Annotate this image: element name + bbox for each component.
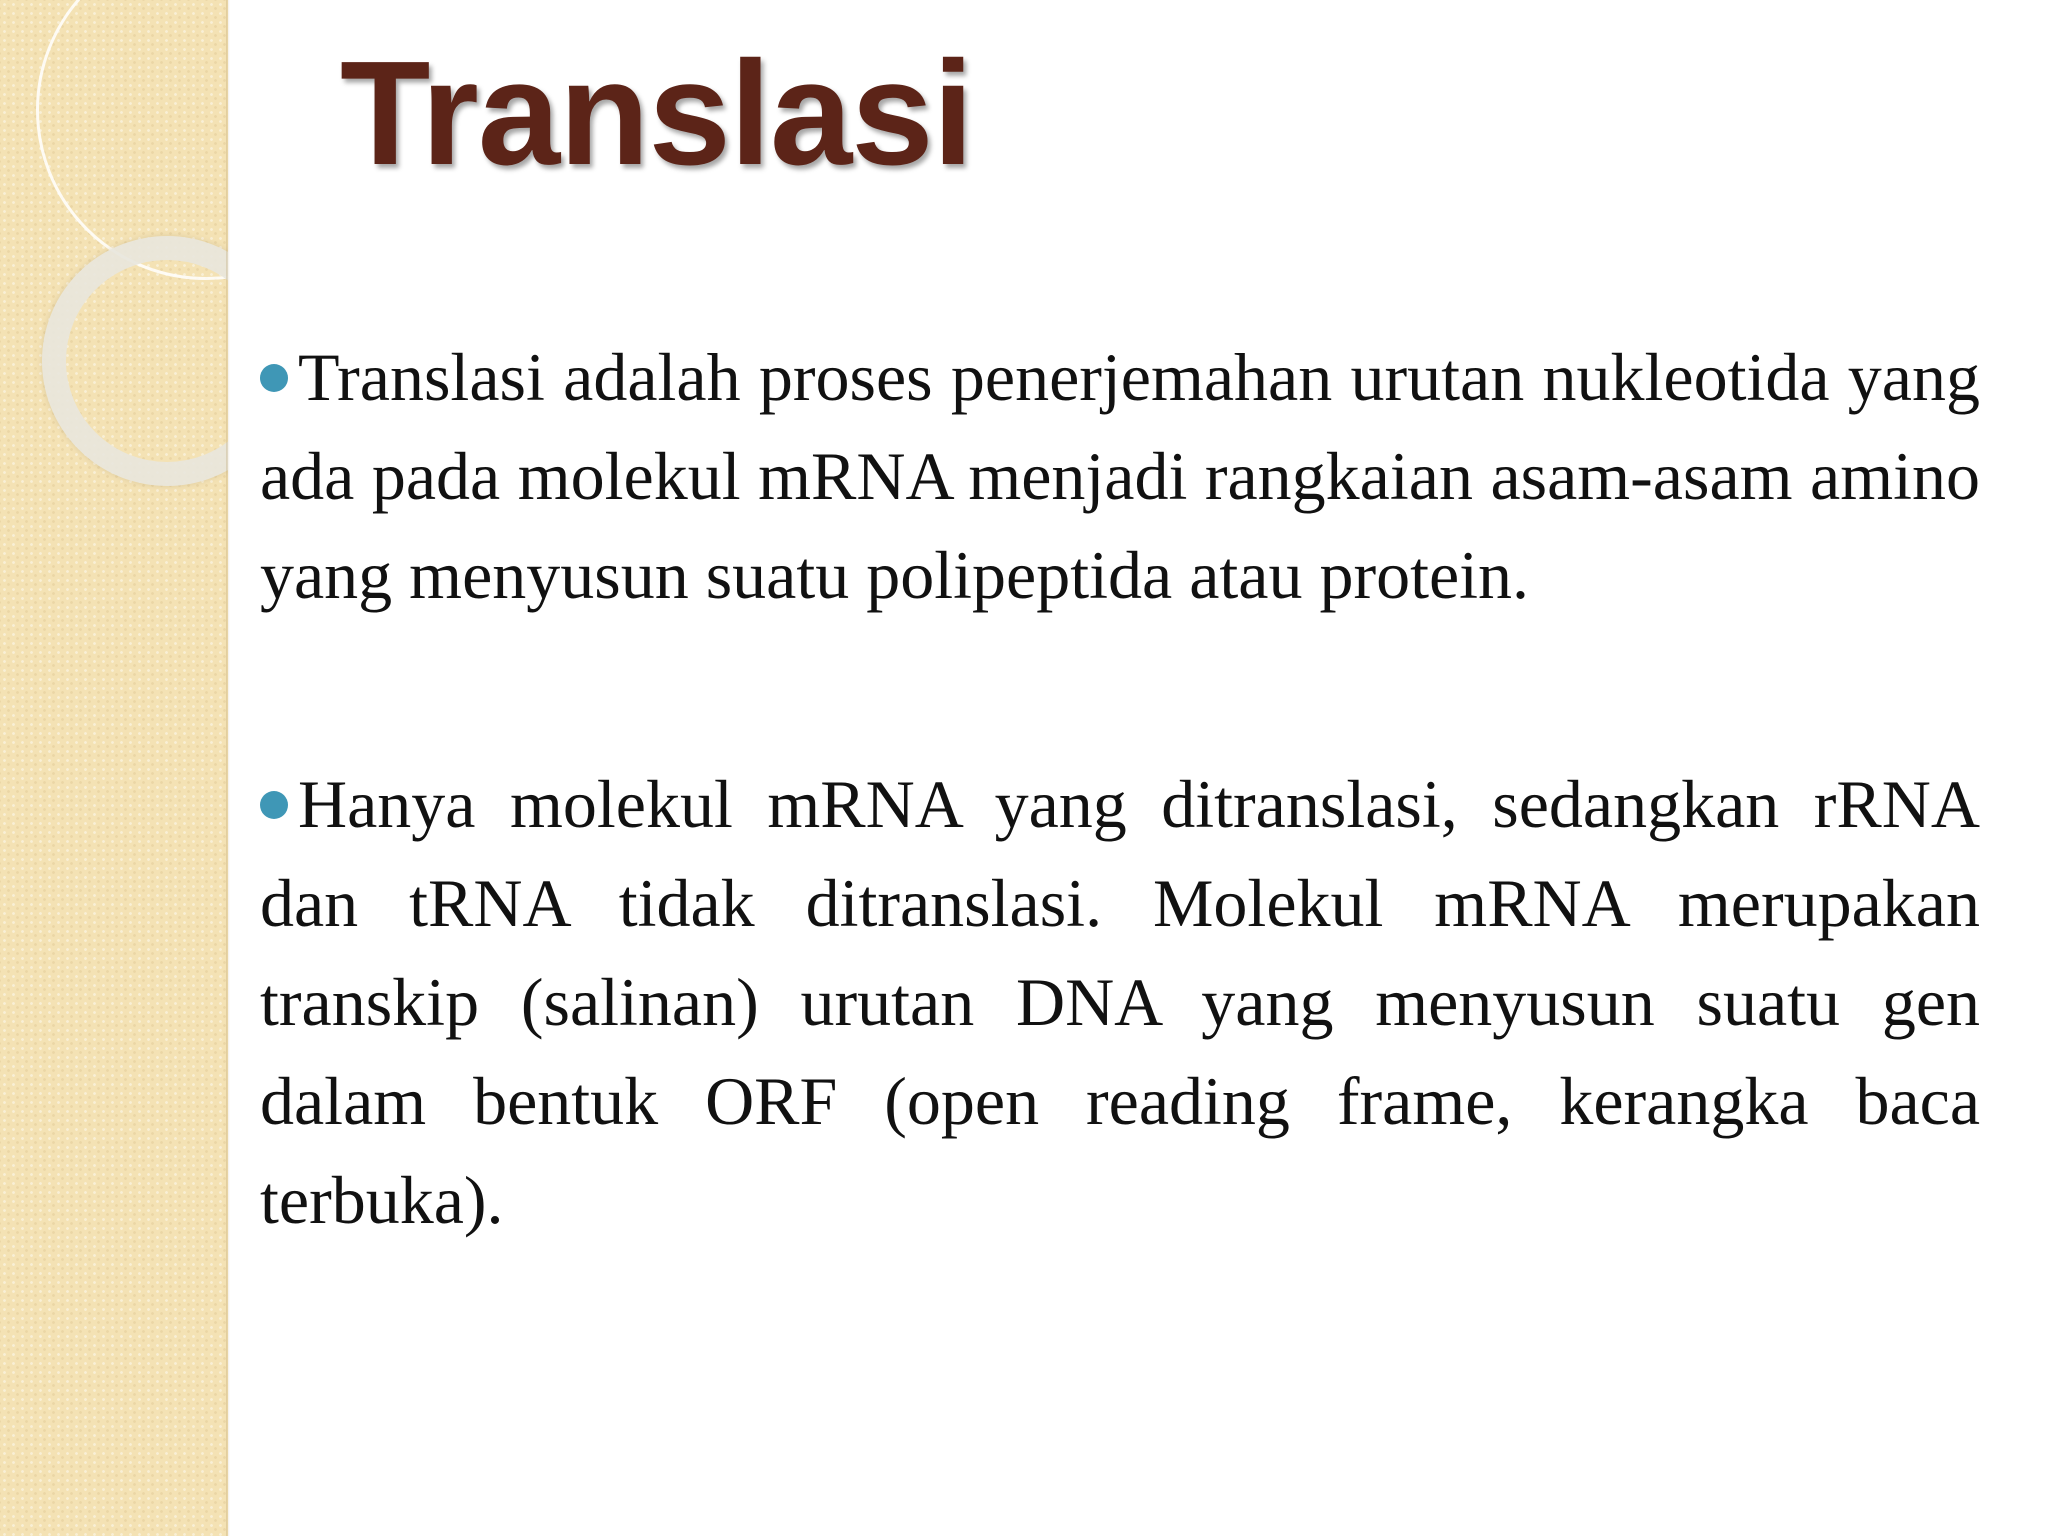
slide-title: Translasi — [340, 31, 973, 196]
bullet-dot-icon — [260, 791, 288, 819]
decorative-side-band — [0, 0, 228, 1536]
bullet-paragraph-2 — [260, 755, 1980, 1250]
bullet-paragraph-1 — [260, 328, 1980, 625]
slide-content — [260, 328, 1980, 1250]
bullet-text-2: Hanya molekul mRNA yang ditranslasi, sedangkan rRNA dan tRNA tidak ditranslasi. Molekul mRNA merupakan transkip (salinan) urutan DNA yang menyusun suatu gen dalam bentuk ORF (open reading frame, kerangka baca terbuka). — [260, 766, 1980, 1238]
bullet-dot-icon — [260, 364, 288, 392]
bullet-text-1: Translasi adalah proses penerjemahan urutan nukleotida yang ada pada molekul mRNA menjadi rangkaian asam-asam amino yang menyusun suatu polipeptida atau protein. — [260, 339, 1980, 613]
side-band-edge — [226, 0, 230, 1536]
decorative-ring-large — [36, 0, 228, 280]
decorative-ring-small — [42, 236, 228, 486]
